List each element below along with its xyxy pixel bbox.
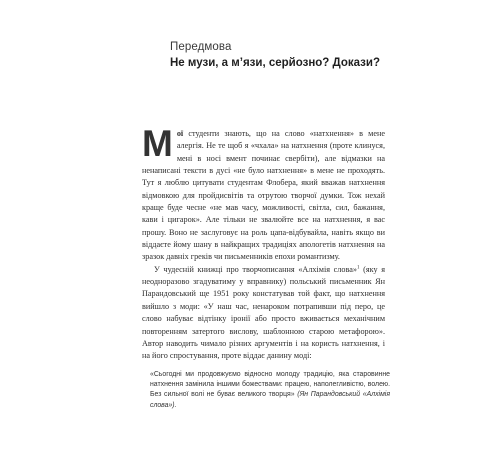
chapter-title: Не музи, а м’язи, серйозно? Докази? <box>170 57 380 69</box>
paragraph-2-text-a: У чудесній книжці про творчописання «Алхімія слова» <box>154 264 357 274</box>
paragraph-1-text: студенти знають, що на слово «натхнення» в мене алергія. Не те щоб я «чхала» на натхнення (проте клинуся, мені в носі вмент починає свербіти), але відмазки на ненаписані тексти в дусі «не було натхнення» в мене не проходять. Тут я люблю цитувати студентам Флобера, який вважав натхнення відмовкою для пройдисвітів та отрутою творчої думки. Тож нехай краще буде чесне «не мав часу, можливості, світла, сил, бажання, кави і цигарок». Але тільки не звалюйте все на натхнення, я вас прошу. Воно не заслуговує на роль цапа-відбувайла, навіть якщо ви віддаєте йому шану в найкращих традиціях апологетів натхнення на зразок давніх греків чи письменників епохи романтизму. <box>142 129 385 262</box>
paragraph-2 <box>142 264 385 363</box>
body-text <box>142 123 385 363</box>
drop-cap: М <box>142 123 173 164</box>
block-quote <box>150 370 390 411</box>
section-label: Передмова <box>170 41 232 53</box>
paragraph-2-text-b: (яку я неодноразово згадуватиму у вправнику) польський письменник Ян Парандовський ще 1951 року констатував той факт, що натхнення вийшло з моди: «У наш час, ненароком потрапивши під перо, це слово набуває відтінку іронії або просто вживається механічним повторенням затертого вислову, шаблонною старою метафорою». Автор наводить чимало різних аргументів і на користь натхнення, і на його спростування, проте віддає данину моді: <box>142 264 385 361</box>
footnote-ref: 1 <box>356 265 360 271</box>
lead-in: ої <box>176 129 184 138</box>
quote-attribution: (Ян Парандовський «Алхімія слова»). <box>150 391 390 409</box>
paragraph-1 <box>142 123 385 264</box>
chapter-header <box>170 40 470 72</box>
quote-text: «Сьогодні ми продовжуємо відносно молоду традицію, яка старовинне натхнення замінила іншими божествами: працею, наполегливістю, волею. Без сильної волі не буває великого творця» <box>150 371 390 399</box>
